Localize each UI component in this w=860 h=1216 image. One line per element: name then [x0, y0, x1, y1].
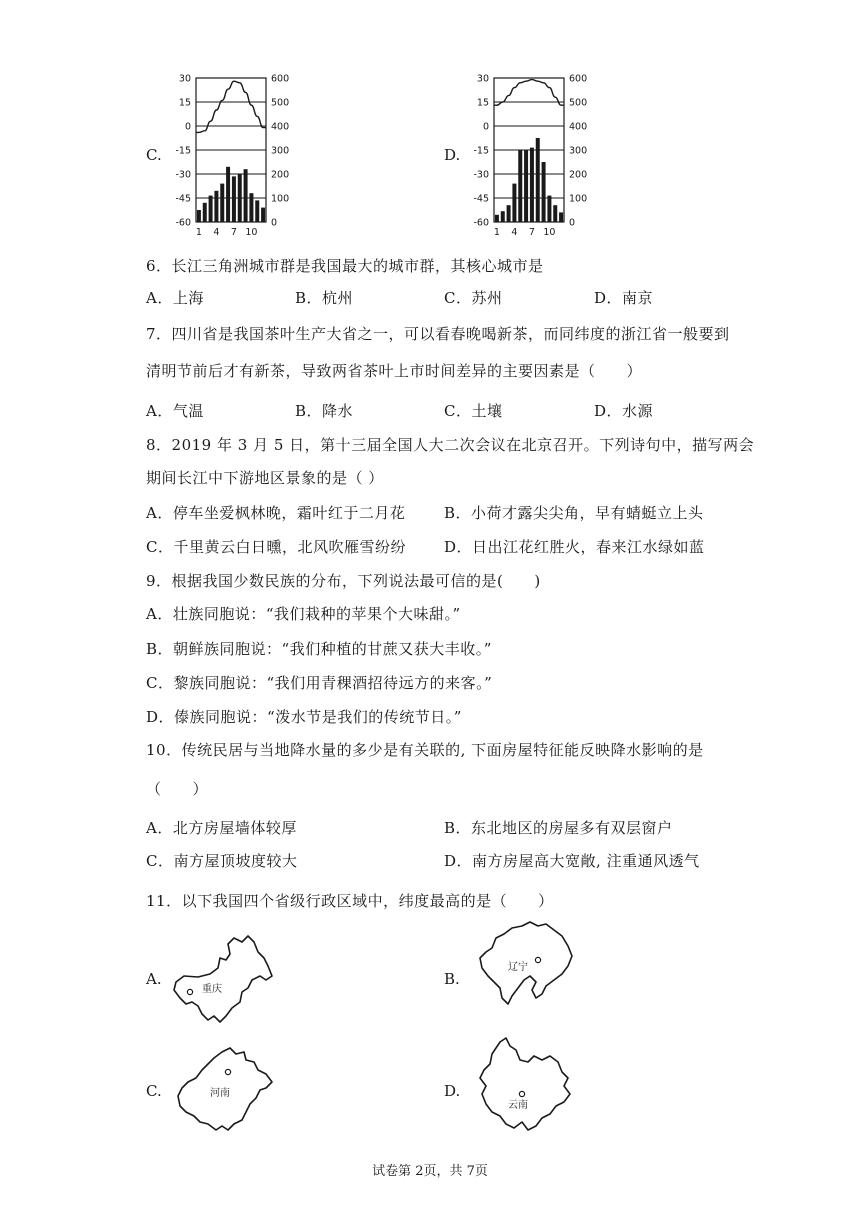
q7-option-d[interactable]: D．水源	[594, 402, 654, 420]
precipitation-bar	[226, 167, 230, 222]
precipitation-bar	[542, 162, 546, 222]
precipitation-bar	[203, 203, 207, 222]
page-footer: 试卷第 2页，共 7页	[372, 1164, 488, 1179]
question-10-stem-line2: （ ）	[146, 780, 209, 798]
q8-option-d[interactable]: D．日出江花红胜火，春来江水绿如蓝	[444, 538, 705, 556]
temperature-line	[196, 81, 266, 132]
q6-option-c[interactable]: C．苏州	[444, 289, 503, 307]
x-tick-label: 1	[195, 227, 202, 238]
precipitation-bar	[214, 191, 218, 222]
q10-option-c[interactable]: C．南方屋顶坡度较大	[146, 852, 298, 870]
precipitation-bar	[547, 196, 551, 222]
question-7-stem-line2: 清明节前后才有新茶，导致两省茶叶上市时间差异的主要因素是（ ）	[146, 362, 643, 380]
q10-option-a[interactable]: A．北方房屋墙体较厚	[146, 819, 297, 837]
left-tick-label: -45	[175, 193, 191, 205]
q10-option-b[interactable]: B．东北地区的房屋多有双层窗户	[444, 819, 673, 837]
q9-option-c[interactable]: C．黎族同胞说：“我们用青稞酒招待远方的来客。”	[146, 674, 493, 692]
x-tick-label: 7	[230, 227, 237, 238]
right-tick-label: 600	[271, 73, 290, 85]
climate-chart-d	[462, 66, 708, 242]
precipitation-bar	[197, 210, 201, 222]
q11-option-d[interactable]: D.	[444, 1082, 461, 1100]
question-7-stem-line1: 7．四川省是我国茶叶生产大省之一，可以看春晚喝新茶，而同纬度的浙江省一般要到	[146, 325, 730, 343]
q6-option-d[interactable]: D．南京	[594, 289, 654, 307]
left-tick-label: -45	[473, 193, 489, 205]
right-tick-label: 300	[271, 145, 290, 157]
x-tick-label: 10	[543, 227, 556, 238]
precipitation-bar	[512, 184, 516, 222]
left-tick-label: -30	[175, 169, 191, 181]
map-henan[interactable]	[172, 1044, 280, 1140]
left-tick-label: 30	[476, 73, 489, 85]
x-tick-label: 7	[528, 227, 535, 238]
precipitation-bar	[518, 150, 522, 222]
left-tick-label: -30	[473, 169, 489, 181]
map-liaoning[interactable]	[472, 920, 580, 1016]
yunnan-label: 云南	[508, 1100, 528, 1111]
right-tick-label: 300	[569, 145, 588, 157]
precipitation-bar	[255, 200, 259, 222]
q11-option-c[interactable]: C.	[146, 1082, 162, 1100]
precipitation-bar	[209, 196, 213, 222]
q9-option-d[interactable]: D．傣族同胞说：“泼水节是我们的传统节日。”	[146, 708, 462, 726]
question-11-stem: 11．以下我国四个省级行政区域中，纬度最高的是（ ）	[146, 892, 554, 910]
right-tick-label: 100	[271, 193, 290, 205]
q11-option-a[interactable]: A.	[146, 970, 162, 988]
option-d-label: D.	[444, 146, 461, 164]
left-tick-label: 15	[476, 97, 489, 109]
left-tick-label: -15	[473, 145, 489, 157]
q7-option-b[interactable]: B．降水	[295, 402, 354, 420]
right-tick-label: 400	[271, 121, 290, 133]
right-tick-label: 600	[569, 73, 588, 85]
precipitation-bar	[238, 174, 242, 222]
x-tick-label: 4	[511, 227, 518, 238]
henan-label: 河南	[210, 1088, 230, 1099]
temperature-line	[494, 80, 564, 106]
question-8-stem-line1: 8．2019 年 3 月 5 日，第十三届全国人大二次会议在北京召开。下列诗句中，描写两会	[146, 436, 755, 454]
right-tick-label: 200	[271, 169, 290, 181]
precipitation-bar	[220, 184, 224, 222]
left-tick-label: 0	[184, 121, 191, 133]
right-tick-label: 100	[569, 193, 588, 205]
question-8-stem-line2: 期间长江中下游地区景象的是（ ）	[146, 469, 384, 487]
chongqing-label: 重庆	[202, 984, 222, 995]
left-tick-label: 30	[178, 73, 191, 85]
option-c-label: C.	[146, 146, 162, 164]
x-tick-label: 10	[245, 227, 258, 238]
precipitation-bar	[559, 212, 563, 222]
precipitation-bar	[495, 215, 499, 222]
left-tick-label: -15	[175, 145, 191, 157]
left-tick-label: -60	[473, 217, 489, 229]
q10-option-d[interactable]: D．南方房屋高大宽敞, 注重通风透气	[444, 852, 700, 870]
q8-option-b[interactable]: B．小荷才露尖尖角，早有蜻蜓立上头	[444, 504, 704, 522]
liaoning-label: 辽宁	[508, 962, 528, 973]
q7-option-a[interactable]: A．气温	[146, 402, 204, 420]
map-yunnan[interactable]	[470, 1034, 580, 1140]
right-tick-label: 0	[271, 217, 278, 229]
q6-option-a[interactable]: A．上海	[146, 289, 204, 307]
x-tick-label: 4	[213, 227, 220, 238]
left-tick-label: 0	[482, 121, 489, 133]
precipitation-bar	[536, 138, 540, 222]
q6-option-b[interactable]: B．杭州	[295, 289, 354, 307]
q8-option-c[interactable]: C．千里黄云白日曛，北风吹雁雪纷纷	[146, 538, 406, 556]
left-tick-label: 15	[178, 97, 191, 109]
right-tick-label: 0	[569, 217, 576, 229]
right-tick-label: 400	[569, 121, 588, 133]
q7-option-c[interactable]: C．土壤	[444, 402, 503, 420]
question-10-stem-line1: 10．传统民居与当地降水量的多少是有关联的, 下面房屋特征能反映降水影响的是	[146, 741, 704, 759]
x-tick-label: 1	[493, 227, 500, 238]
q9-option-a[interactable]: A．壮族同胞说：“我们栽种的苹果个大味甜。”	[146, 605, 461, 623]
precipitation-bar	[261, 208, 265, 222]
q11-option-b[interactable]: B.	[444, 970, 460, 988]
question-9-stem: 9．根据我国少数民族的分布，下列说法最可信的是( )	[146, 572, 541, 590]
question-6-stem: 6．长江三角洲城市群是我国最大的城市群，其核心城市是	[146, 257, 544, 275]
precipitation-bar	[244, 169, 248, 222]
map-chongqing[interactable]	[168, 932, 280, 1026]
precipitation-bar	[501, 211, 505, 222]
precipitation-bar	[507, 205, 511, 222]
precipitation-bar	[249, 193, 253, 222]
precipitation-bar	[232, 176, 236, 222]
precipitation-bar	[553, 205, 557, 222]
precipitation-bar	[530, 148, 534, 222]
q8-option-a[interactable]: A．停车坐爱枫林晚，霜叶红于二月花	[146, 504, 406, 522]
right-tick-label: 500	[569, 97, 588, 109]
q9-option-b[interactable]: B．朝鲜族同胞说：“我们种植的甘蔗又获大丰收。”	[146, 640, 492, 658]
precipitation-bar	[524, 150, 528, 222]
right-tick-label: 500	[271, 97, 290, 109]
climate-chart-c	[164, 66, 410, 242]
right-tick-label: 200	[569, 169, 588, 181]
left-tick-label: -60	[175, 217, 191, 229]
